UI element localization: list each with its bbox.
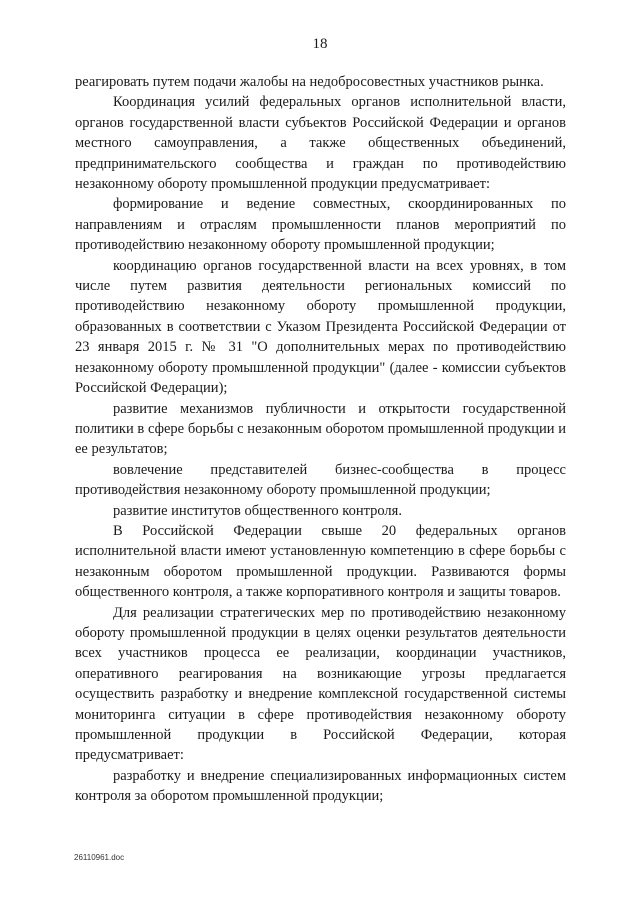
paragraph: Координация усилий федеральных органов исполнительной власти, органов государственной власти субъектов Российской Федерации и органов местного самоуправления, а также общественных объединений, предпринимательского сообщества и граждан по противодействию незаконному обороту промышленной продукции предусматривает: <box>75 94 566 193</box>
paragraph: реагировать путем подачи жалобы на недобросовестных участников рынка. <box>75 74 544 90</box>
paragraph: вовлечение представителей бизнес-сообщества в процесс противодействия незаконному обороту промышленной продукции; <box>75 461 566 499</box>
footer-file-name: 26110961.doc <box>74 853 125 862</box>
paragraph: развитие институтов общественного контроля. <box>113 502 402 519</box>
page-number: 18 <box>312 36 328 52</box>
paragraph: разработку и внедрение специализированных информационных систем контроля за оборотом промышленной продукции; <box>75 767 566 805</box>
paragraph: развитие механизмов публичности и открытости государственной политики в сфере борьбы с незаконным оборотом промышленной продукции и ее результатов; <box>75 400 566 458</box>
paragraph: В Российской Федерации свыше 20 федеральных органов исполнительной власти имеют установленную компетенцию в сфере борьбы с незаконным оборотом промышленной продукции. Развиваются формы общественного контроля, а также корпоративного контроля и защиты товаров. <box>75 522 566 601</box>
paragraph: Для реализации стратегических мер по противодействию незаконному обороту промышленной продукции в целях оценки результатов деятельности всех участников процесса ее реализации, координации участников, оперативного реагирования на возникающие угрозы предлагается осуществить разработку и внедрение комплексной государственной системы мониторинга ситуации в сфере противодействия незаконному обороту промышленной продукции в Российской Федерации, которая предусматривает: <box>75 604 566 764</box>
document-body <box>75 72 566 807</box>
paragraph: формирование и ведение совместных, скоординированных по направлениям и отраслям промышленности планов мероприятий по противодействию незаконному обороту промышленной продукции; <box>75 196 566 254</box>
paragraph: координацию органов государственной власти на всех уровнях, в том числе путем развития деятельности региональных комиссий по противодействию незаконному обороту промышленной продукции, образованных в соответствии с Указом Президента Российской Федерации от 23 января 2015 г. № 31 "О дополнительных мерах по противодействию незаконному обороту промышленной продукции" (далее - комиссии субъектов Российской Федерации); <box>75 257 566 397</box>
